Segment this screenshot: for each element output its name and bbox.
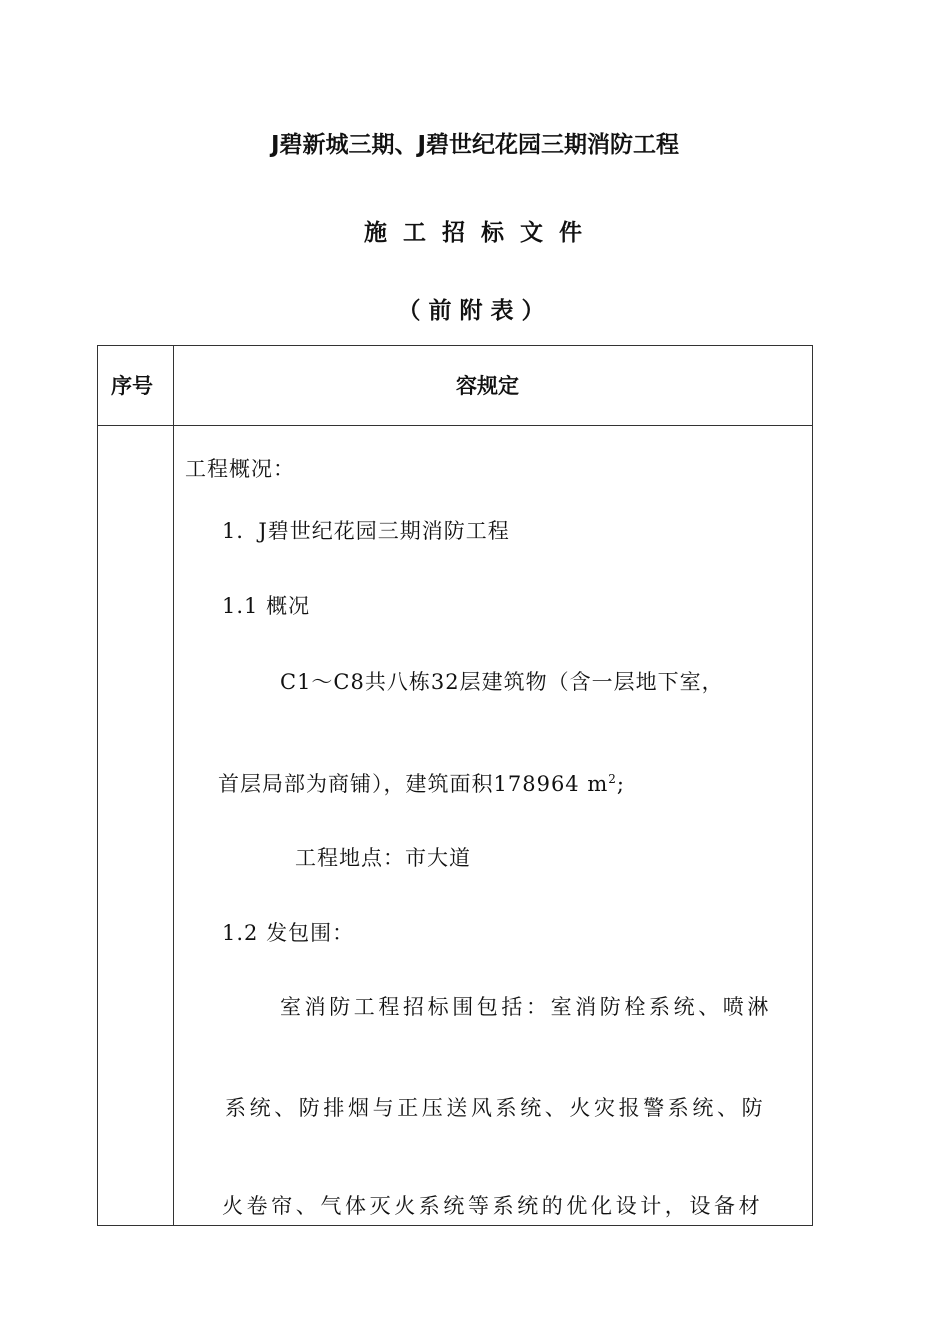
- document-subtitle: 施工招标文件: [364, 220, 598, 246]
- superscript-unit: 2: [608, 772, 617, 786]
- item-1-1-heading: 1.1 概况: [222, 594, 311, 618]
- document-title: J碧新城三期、J碧世纪花园三期消防工程: [270, 132, 680, 158]
- description-line-2: [218, 768, 625, 798]
- header-divider: [98, 425, 812, 426]
- column-header-number: 序号: [111, 374, 153, 398]
- scope-line-3: 火卷帘、气体灭火系统等系统的优化设计，设备材: [222, 1194, 764, 1218]
- column-divider: [173, 346, 174, 1225]
- scope-line-1: 室消防工程招标围包括：室消防栓系统、喷淋: [280, 995, 772, 1019]
- item-1-2-heading: 1.2 发包围：: [222, 921, 355, 945]
- scope-line-2: 系统、防排烟与正压送风系统、火灾报警系统、防: [225, 1096, 767, 1120]
- front-attachment-table: [97, 345, 813, 1226]
- description-line-end: ;: [616, 772, 625, 796]
- description-area-text: 首层局部为商铺），建筑面积178964 m: [218, 772, 609, 796]
- item-1-heading: 1．J碧世纪花园三期消防工程: [222, 519, 510, 543]
- description-line-1: C1～C8共八栋32层建筑物（含一层地下室，: [280, 670, 724, 694]
- project-location: 工程地点：市大道: [295, 846, 471, 870]
- section-title: （前附表）: [397, 298, 553, 324]
- overview-heading: 工程概况：: [185, 457, 295, 481]
- column-header-content: 容规定: [456, 374, 519, 398]
